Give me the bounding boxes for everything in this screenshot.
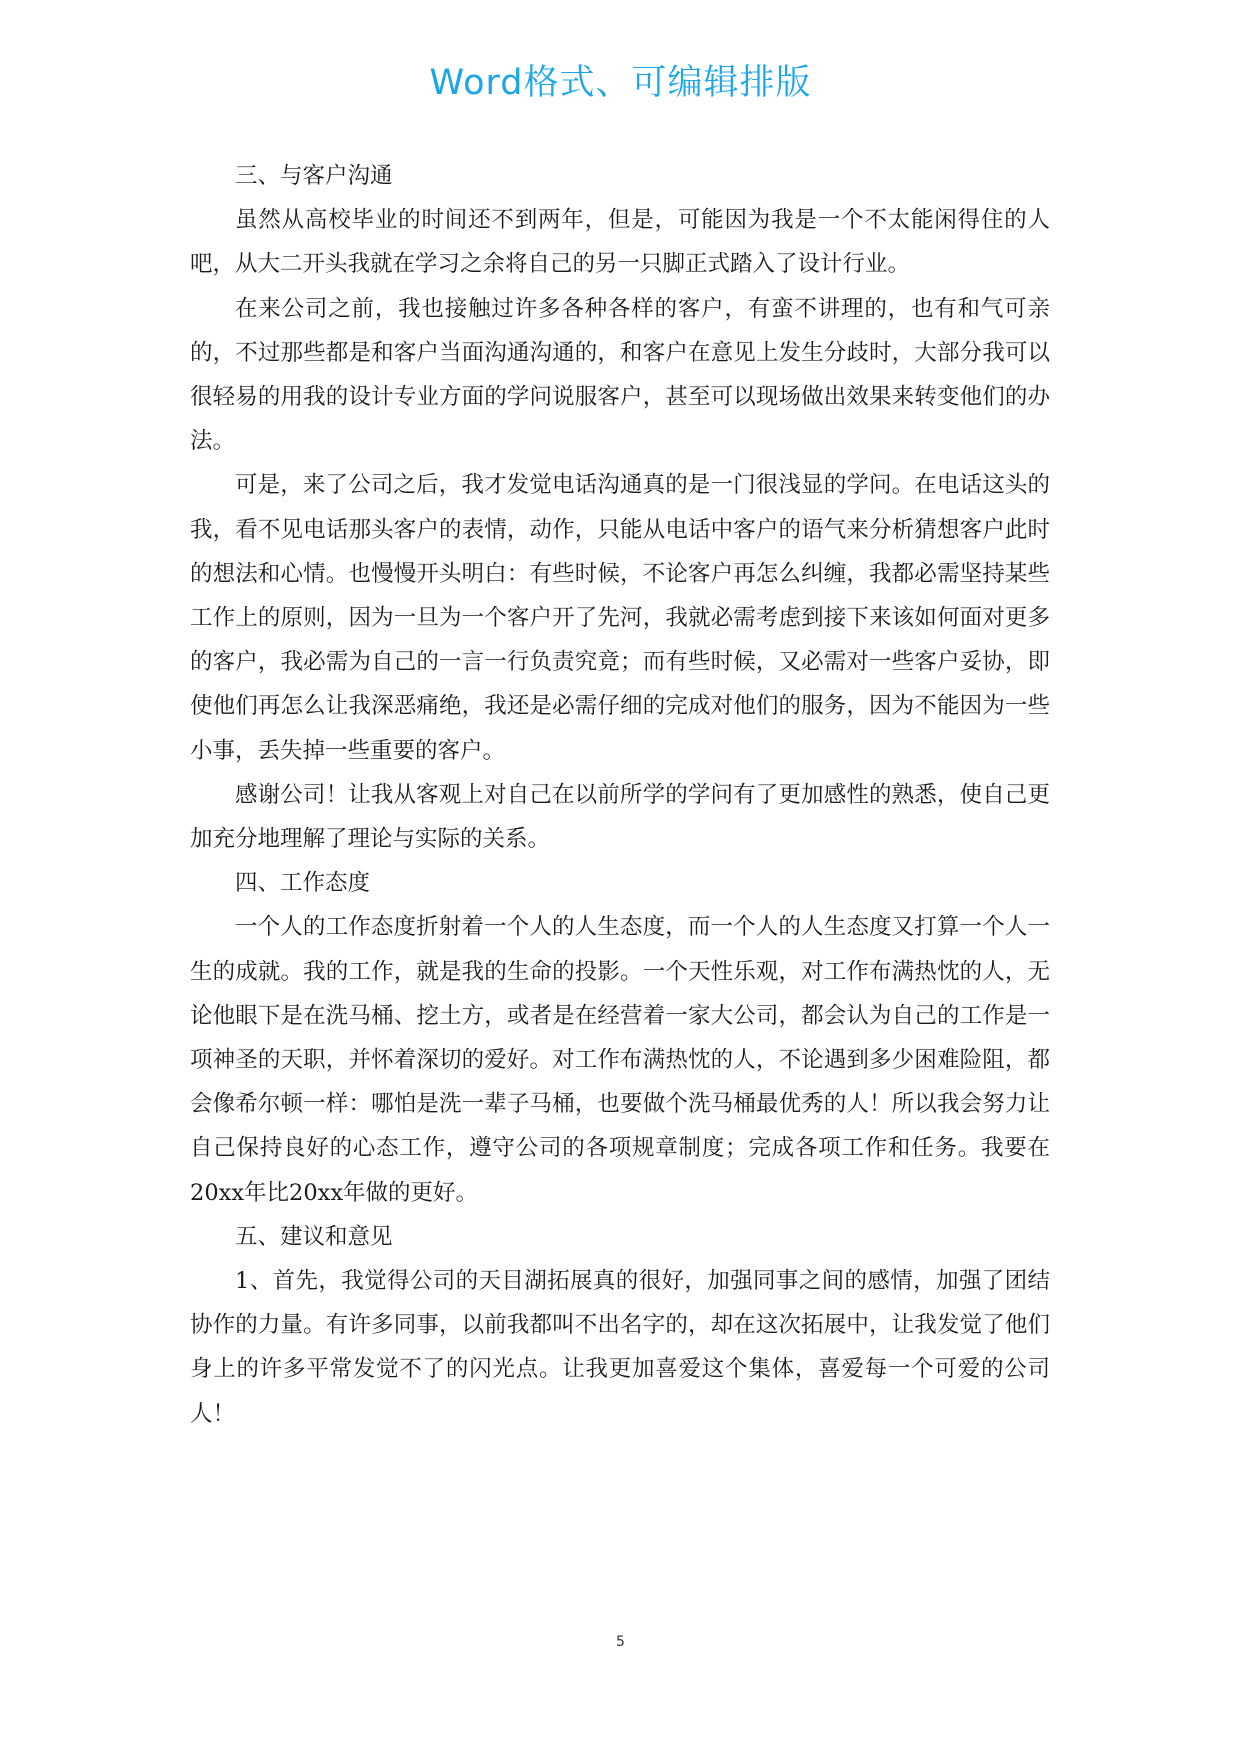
document-header-title: Word格式、可编辑排版 <box>429 63 812 103</box>
section-heading-suggestions: 五、建议和意见 <box>235 1223 393 1250</box>
paragraph: 感谢公司！让我从客观上对自己在以前所学的学问有了更加感性的熟悉，使自己更加充分地理解了理论与实际的关系。 <box>190 781 1050 853</box>
paragraph: 1、首先，我觉得公司的天目湖拓展真的很好，加强同事之间的感情，加强了团结协作的力量。有许多同事，以前我都叫不出名字的，却在这次拓展中，让我发觉了他们身上的许多平常发觉不了的闪光点。让我更加喜爱这个集体，喜爱每一个可爱的公司人！ <box>190 1268 1050 1427</box>
paragraph: 虽然从高校毕业的时间还不到两年，但是，可能因为我是一个不太能闲得住的人吧，从大二开头我就在学习之余将自己的另一只脚正式踏入了设计行业。 <box>190 207 1050 278</box>
section-heading-customer-communication: 三、与客户沟通 <box>235 163 393 189</box>
paragraph: 在来公司之前，我也接触过许多各种各样的客户，有蛮不讲理的，也有和气可亲的，不过那些都是和客户当面沟通沟通的，和客户在意见上发生分歧时，大部分我可以很轻易的用我的设计专业方面的学问说服客户，甚至可以现场做出效果来转变他们的办法。 <box>190 295 1050 455</box>
document-body <box>190 154 1050 1436</box>
section-heading-work-attitude: 四、工作态度 <box>235 870 371 897</box>
paragraph: 一个人的工作态度折射着一个人的人生态度，而一个人的人生态度又打算一个人一生的成就。我的工作，就是我的生命的投影。一个天性乐观，对工作布满热忱的人，无论他眼下是在洗马桶、挖土方，或者是在经营着一家大公司，都会认为自己的工作是一项神圣的天职，并怀着深切的爱好。对工作布满热忱的人，不论遇到多少困难险阻，都会像希尔顿一样：哪怕是洗一辈子马桶，也要做个洗马桶最优秀的人！所以我会努力让自己保持良好的心态工作，遵守公司的各项规章制度；完成各项工作和任务。我要在20xx年比20xx年做的更好。 <box>190 914 1050 1206</box>
page-number: 5 <box>616 1634 625 1650</box>
paragraph: 可是，来了公司之后，我才发觉电话沟通真的是一门很浅显的学问。在电话这头的我，看不见电话那头客户的表情，动作，只能从电话中客户的语气来分析猜想客户此时的想法和心情。也慢慢开头明白：有些时候，不论客户再怎么纠缠，我都必需坚持某些工作上的原则，因为一旦为一个客户开了先河，我就必需考虑到接下来该如何面对更多的客户，我必需为自己的一言一行负责究竟；而有些时候，又必需对一些客户妥协，即使他们再怎么让我深恶痛绝，我还是必需仔细的完成对他们的服务，因为不能因为一些小事，丢失掉一些重要的客户。 <box>190 472 1050 764</box>
